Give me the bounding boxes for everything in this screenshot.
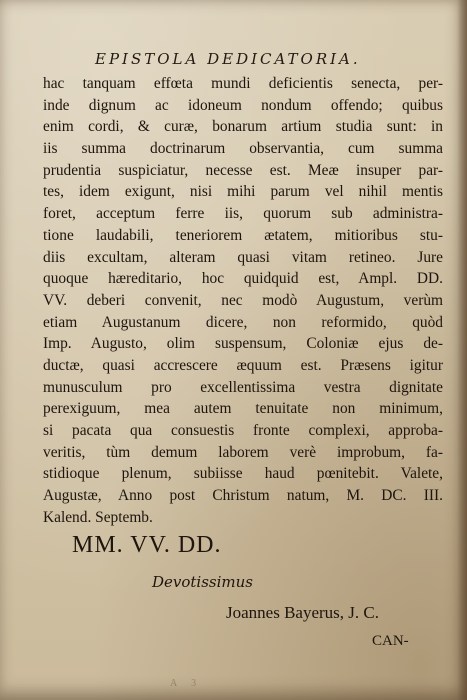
text-line: inde dignum ac idoneum nondum offendo; quibus <box>43 96 443 114</box>
text-line: munusculum pro excellentissima vestra dignitate <box>43 378 443 396</box>
text-line: tes, idem exigunt, nisi mihi parum vel nihil mentis <box>43 183 443 201</box>
text-line: Imp. Augusto, olim suspensum, Coloniæ ejus de- <box>43 335 443 353</box>
text-line: enim cordi, & curæ, bonarum artium studia sunt: in <box>43 118 443 136</box>
text-line: prudentia suspiciatur, necesse est. Meæ insuper par- <box>43 161 443 179</box>
text-line: Kalend. Septemb. <box>43 508 153 526</box>
running-head: EPISTOLA DEDICATORIA. <box>95 50 361 68</box>
text-line: quoque hæreditario, hoc quidquid est, Ampl. DD. <box>43 270 443 288</box>
text-line: foret, acceptum ferre iis, quorum sub administra- <box>43 205 443 223</box>
text-line: VV. deberi convenit, nec modò Augustum, verùm <box>43 291 443 309</box>
text-line: perexiguum, mea autem tenuitate non minimum, <box>43 400 443 418</box>
text-line: ductæ, quasi accrescere æquum est. Præsens igitur <box>43 356 443 374</box>
closing-phrase: Devotissimus <box>152 573 254 591</box>
text-line: stidioque plenum, subiisse haud pœnitebit. Valete, <box>43 465 443 483</box>
author-signature: Joannes Bayerus, J. C. <box>226 603 379 622</box>
text-line: si pacata qua consuestis fronte complexi, approba- <box>43 422 443 439</box>
text-line: diis excultam, alteram quasi vitam retineo. Jure <box>43 248 443 266</box>
text-line: etiam Augustanum dicere, non reformido, quòd <box>43 313 443 331</box>
dedicatee-initials: MM. VV. DD. <box>72 532 222 558</box>
text-line: tione laudabili, teneriorem ætatem, mitioribus stu- <box>43 226 443 244</box>
text-line: veritis, tùm demum laborem verè improbum, fa- <box>43 443 443 461</box>
dedication-text <box>43 73 443 528</box>
catchword: CAN- <box>372 633 409 649</box>
page-edge-shadow <box>457 0 467 700</box>
printer-signature-mark: A 3 <box>170 678 203 689</box>
text-line: hac tanquam effœta mundi deficientis senecta, per- <box>43 75 443 92</box>
text-line: Augustæ, Anno post Christum natum, M. DC. III. <box>43 487 443 505</box>
text-line: iis summa doctrinarum observantia, cum summa <box>43 140 443 158</box>
